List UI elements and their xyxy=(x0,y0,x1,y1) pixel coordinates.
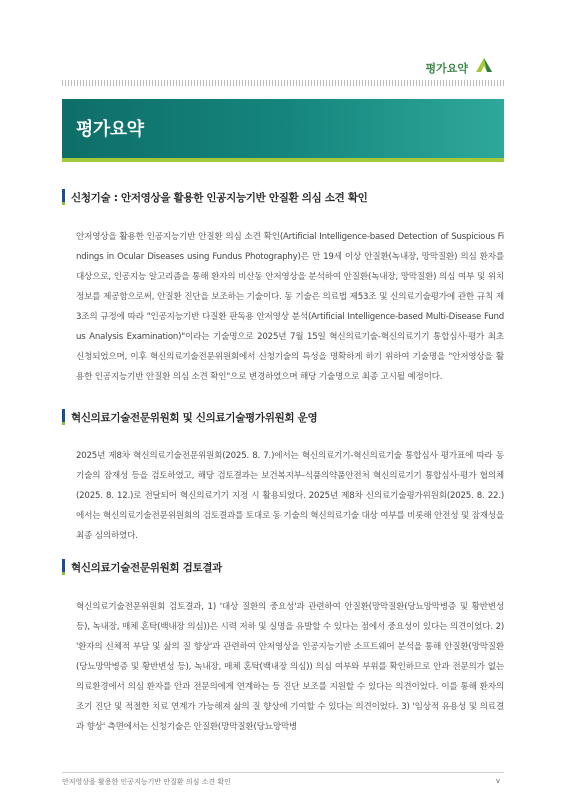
section-marker xyxy=(62,559,65,575)
section-marker xyxy=(62,409,65,425)
section-committee-operation xyxy=(62,409,504,546)
footer-title: 안저영상을 활용한 인공지능기반 안질환 의심 소견 확인 xyxy=(62,778,231,786)
section-body: 안저영상을 활용한 인공지능기반 안질환 의심 소견 확인(Artificial Intelligence-based Detection of Suspicious Findings in Ocular Diseases using Fundus Photography)은 만 19세 이상 안질환(녹내장, 망막질환) 의심 환자를 대상으로, 인공지능 알고리즘을 통해 환자의 비산동 안저영상을 분석하여 안질환(녹내장, 망막질환) 의심 여부 및 위치 정보를 제공함으로써, 안질환 진단을 보조하는 기술이다. 동 기술은 의료법 제53조 및 신의료기술평가에 관한 규칙 제3조의 규정에 따라 "인공지능기반 다질환 판독용 안저영상 분석(Artificial Intelligence-based Multi-Disease Fundus Analysis Examination)"이라는 기술명으로 2025년 7월 15일 혁신의료기술-혁신의료기기 통합심사·평가 최초 신청되었으며, 이후 혁신의료기술전문위원회에서 신청기술의 특성을 명확하게 하기 위하여 기술명을 "안저영상을 활용한 인공지능기반 안질환 의심 소견 확인"으로 변경하였으며 해당 기술명으로 최종 고시될 예정이다. xyxy=(76,232,504,382)
header-hatch-divider xyxy=(62,80,504,86)
chevron-up-icon xyxy=(474,56,494,74)
section-marker xyxy=(62,189,65,205)
section-body: 혁신의료기술전문위원회 검토결과, 1) '대상 질환의 중요성'과 관련하여 안질환(망막질환(당뇨망막병증 및 황반변성 등), 녹내장, 매체 혼탁(백내장 의심))은 시력 저하 및 실명을 유발할 수 있다는 점에서 중요성이 있다는 의견이었다. 2) '환자의 신체적 부담 및 삶의 질 향상'과 관련하여 안저영상을 인공지능기반 소프트웨어 분석을 통해 안질환(망막질환(당뇨망막병증 및 황반변성 등), 녹내장, 매체 혼탁(백내장 의심)) 의심 여부와 부위를 확인하므로 안과 전문의가 없는 의료환경에서 의심 환자를 안과 전문의에게 연계하는 등 진단 보조를 지원할 수 있다는 의견이었다. 이를 통해 환자의 조기 진단 및 적절한 치료 연계가 가능해져 삶의 질 향상에 기여할 수 있다는 의견이었다. 3) '임상적 유용성 및 의료결과 향상' 측면에서는 신청기술은 안질환(망막질환(당뇨망막병 xyxy=(76,602,504,732)
page-number: v xyxy=(495,777,500,785)
running-header-label: 평가요약 xyxy=(425,62,468,75)
section-title: 신청기술 : 안저영상을 활용한 인공지능기반 안질환 의심 소견 확인 xyxy=(71,191,368,204)
section-body: 2025년 제8차 혁신의료기술전문위원회(2025. 8. 7.)에서는 혁신의료기기-혁신의료기술 통합심사 평가표에 따라 동 기술의 잠재성 등을 검토하였고, 해당 검토결과는 보건복지부-식품의약품안전처 혁신의료기기 통합심사·평가 협의체(2025. 8. 12.)로 전달되어 혁신의료기기 지정 시 활용되었다. 2025년 제8차 신의료기술평가위원회(2025. 8. 22.)에서는 혁신의료기술전문위원회의 검토결과를 토대로 동 기술의 혁신의료기술 대상 여부를 비롯해 안전성 및 잠재성을 최종 심의하였다. xyxy=(76,451,504,541)
section-technology xyxy=(62,189,504,387)
page-title-banner xyxy=(62,99,504,162)
page-title: 평가요약 xyxy=(76,119,144,140)
section-title: 혁신의료기술전문위원회 검토결과 xyxy=(71,561,223,574)
section-committee-review xyxy=(62,559,504,737)
footer-divider xyxy=(62,772,504,773)
section-title: 혁신의료기술전문위원회 및 신의료기술평가위원회 운영 xyxy=(71,411,318,424)
